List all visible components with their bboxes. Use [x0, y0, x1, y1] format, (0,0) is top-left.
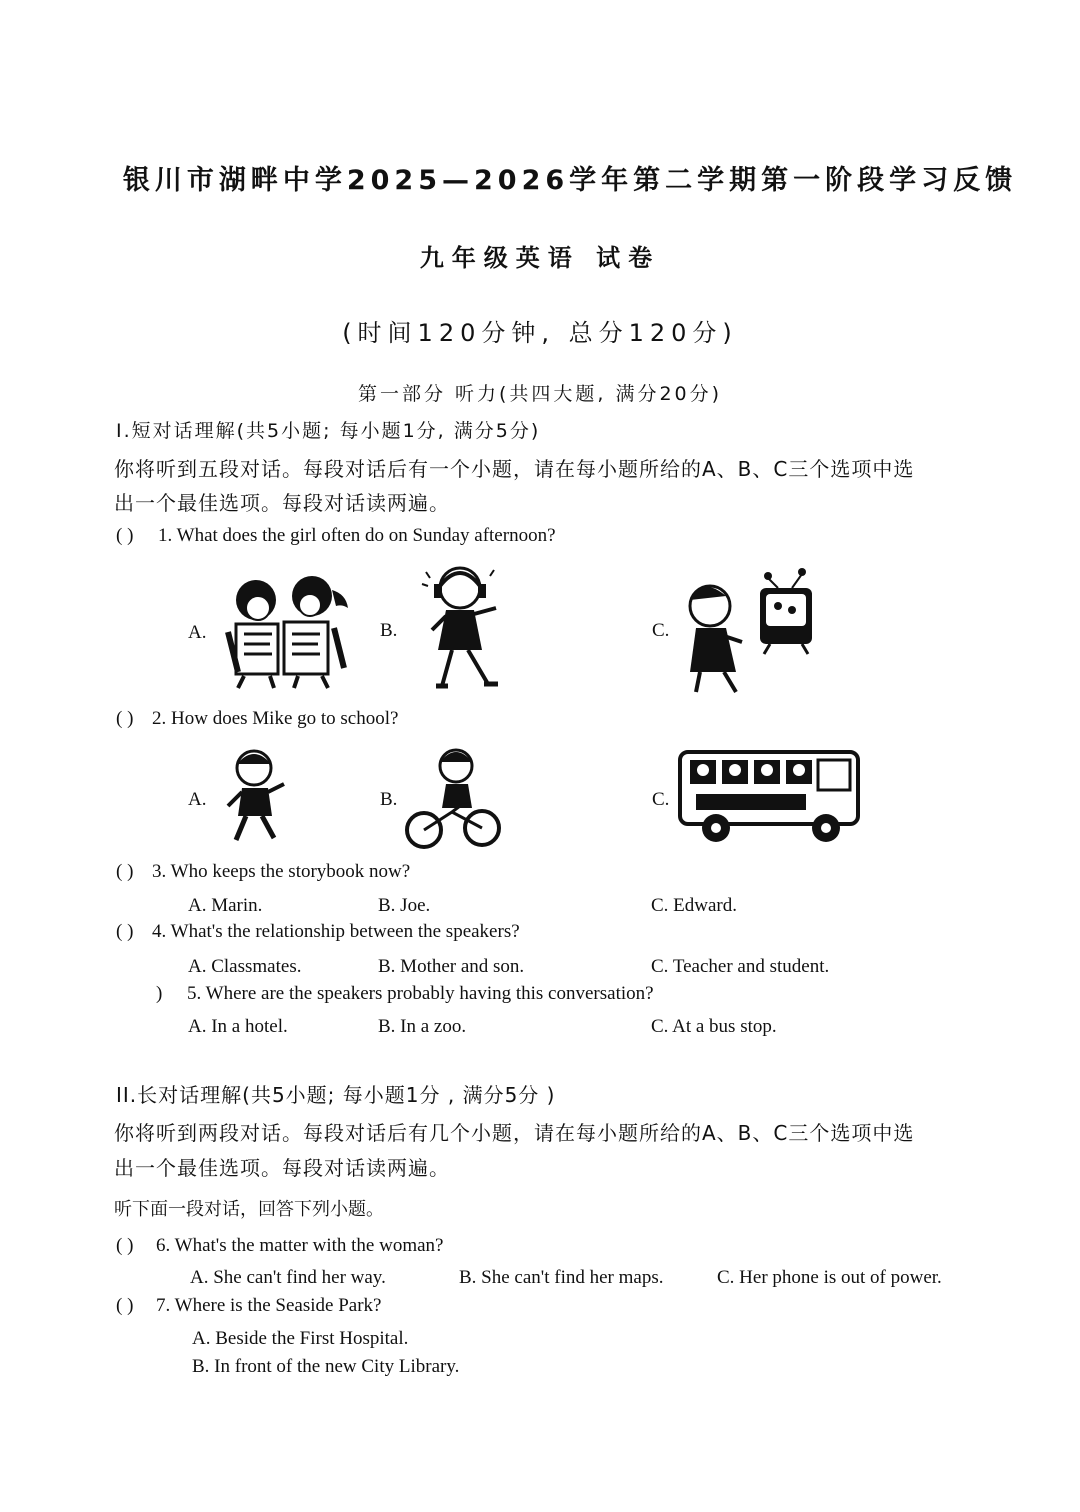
question-7-text: 7. Where is the Seaside Park? [156, 1295, 382, 1316]
part1-heading: 第一部分 听力(共四大题, 满分20分) [357, 383, 723, 405]
answer-bracket-q5[interactable]: ) [156, 983, 163, 1004]
q2-option-a-label: A. [188, 789, 207, 810]
listening-music-picture [418, 562, 508, 700]
answer-bracket-q4[interactable]: ( ) [116, 921, 134, 942]
answer-bracket-q1[interactable]: ( ) [116, 525, 134, 546]
time-info: (时间120分钟, 总分120分) [342, 319, 738, 347]
q4-option-b: B. Mother and son. [378, 956, 525, 977]
q5-option-b: B. In a zoo. [378, 1016, 467, 1037]
section2-instruction-line2: 出一个最佳选项。每段对话读两遍。 [114, 1156, 450, 1180]
q5-option-a: A. In a hotel. [188, 1016, 288, 1037]
q3-option-a: A. Marin. [188, 895, 263, 916]
q3-option-c: C. Edward. [651, 895, 738, 916]
q7-option-a: A. Beside the First Hospital. [192, 1328, 409, 1349]
q2-option-c-label: C. [652, 789, 670, 810]
section1-instruction-line1: 你将听到五段对话。每段对话后有一个小题，请在每小题所给的A、B、C三个选项中选 [114, 457, 915, 481]
question-4-text: 4. What's the relationship between the speakers? [152, 921, 520, 942]
section2-instruction-line1: 你将听到两段对话。每段对话后有几个小题，请在每小题所给的A、B、C三个选项中选 [114, 1121, 915, 1145]
q1-option-c-label: C. [652, 620, 670, 641]
school-bus-picture [676, 748, 866, 846]
q7-option-b: B. In front of the new City Library. [192, 1356, 460, 1377]
section1-heading: I.短对话理解(共5小题; 每小题1分, 满分5分) [116, 420, 541, 442]
q5-option-c: C. At a bus stop. [651, 1016, 777, 1037]
q1-option-b-label: B. [380, 620, 398, 641]
q4-option-a: A. Classmates. [188, 956, 302, 977]
answer-bracket-q3[interactable]: ( ) [116, 861, 134, 882]
question-2-text: 2. How does Mike go to school? [152, 708, 399, 729]
q4-option-c: C. Teacher and student. [651, 956, 830, 977]
walking-boy-picture [216, 748, 294, 848]
section2-sub-instruction: 听下面一段对话，回答下列小题。 [114, 1199, 384, 1220]
q3-option-b: B. Joe. [378, 895, 431, 916]
q6-option-c: C. Her phone is out of power. [717, 1267, 942, 1288]
question-3-text: 3. Who keeps the storybook now? [152, 861, 411, 882]
exam-title: 九年级英语 试卷 [419, 244, 661, 272]
q2-option-b-label: B. [380, 789, 398, 810]
answer-bracket-q6[interactable]: ( ) [116, 1235, 134, 1256]
question-5-text: 5. Where are the speakers probably having this conversation? [187, 983, 654, 1004]
reading-together-picture [214, 572, 354, 690]
q6-option-b: B. She can't find her maps. [459, 1267, 664, 1288]
watching-tv-picture [678, 566, 818, 700]
riding-bike-picture [404, 746, 504, 852]
school-title: 银川市湖畔中学2025—2026学年第二学期第一阶段学习反馈 [122, 165, 1018, 196]
answer-bracket-q7[interactable]: ( ) [116, 1295, 134, 1316]
question-6-text: 6. What's the matter with the woman? [156, 1235, 444, 1256]
question-1-text: 1. What does the girl often do on Sunday afternoon? [158, 525, 556, 546]
q1-option-a-label: A. [188, 622, 207, 643]
q6-option-a: A. She can't find her way. [190, 1267, 386, 1288]
section1-instruction-line2: 出一个最佳选项。每段对话读两遍。 [114, 491, 450, 515]
answer-bracket-q2[interactable]: ( ) [116, 708, 134, 729]
section2-heading: II.长对话理解(共5小题; 每小题1分 , 满分5分 ) [116, 1083, 556, 1107]
